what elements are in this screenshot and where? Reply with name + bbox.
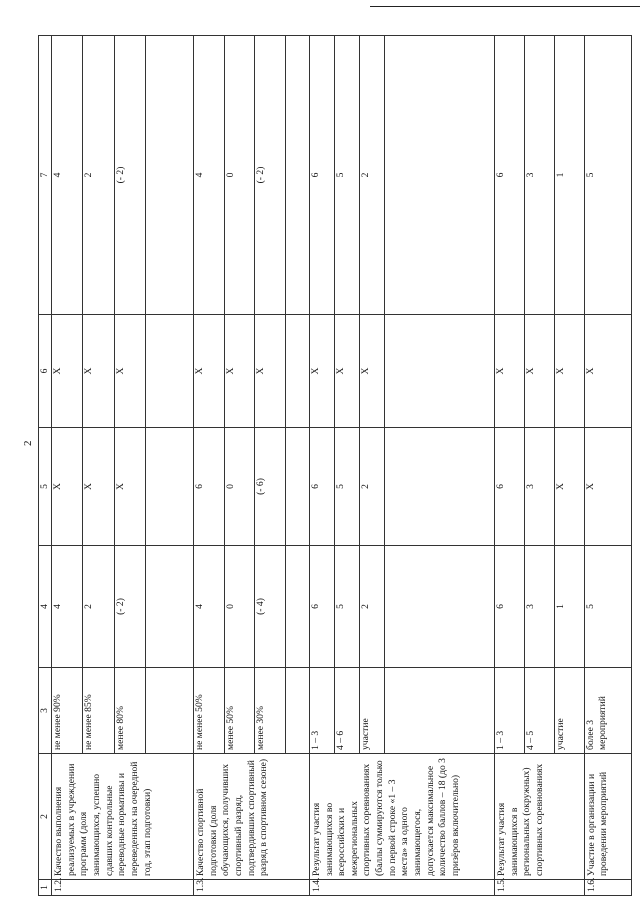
header-row — [39, 36, 52, 896]
corner-rule — [370, 6, 640, 7]
value-col7: 6 — [309, 36, 334, 315]
table-row — [52, 36, 83, 896]
value-col6: X — [309, 315, 334, 428]
value-col6: X — [334, 315, 359, 428]
criterion: менее 80% — [114, 668, 145, 754]
header-cell: 4 — [39, 546, 52, 668]
value-col7: 4 — [194, 36, 225, 315]
value-col4: 5 — [334, 546, 359, 668]
row-number: 1.6. — [584, 880, 631, 896]
value-col6: X — [83, 315, 114, 428]
value-col5: 3 — [524, 428, 554, 546]
value-col7: 0 — [224, 36, 255, 315]
value-col7: 4 — [52, 36, 83, 315]
page-number: 2 — [22, 440, 34, 446]
value-col6: X — [114, 315, 145, 428]
table-row — [309, 36, 334, 896]
header-cell: 2 — [39, 754, 52, 880]
value-col4: 0 — [224, 546, 255, 668]
value-col6: X — [359, 315, 384, 428]
value-col7: 5 — [584, 36, 631, 315]
value-col6: X — [255, 315, 286, 428]
value-col4: 6 — [494, 546, 524, 668]
value-col7: 1 — [554, 36, 584, 315]
indicator-text: Результат участия занимающихся во всероссийских и межрегиональных спортивных соревнованиях (баллы суммируются только по первой строке «1 – 3 места» за одного занимающегося, допускается максимальное количество баллов – 18 (до 3 призёров включительно) — [309, 754, 494, 880]
indicator-text: Результат участия занимающихся в региональных (окружных) спортивных соревнованиях — [494, 754, 584, 880]
indicator-text: Участие в организации и проведении мероприятий — [584, 754, 631, 880]
evaluation-table — [38, 35, 632, 896]
value-col7: (- 2) — [255, 36, 286, 315]
value-col6: X — [494, 315, 524, 428]
value-col6: X — [554, 315, 584, 428]
criterion: участие — [554, 668, 584, 754]
value-col4: 2 — [359, 546, 384, 668]
header-cell: 6 — [39, 315, 52, 428]
row-number: 1.2. — [52, 880, 194, 896]
value-col5: X — [584, 428, 631, 546]
header-cell: 7 — [39, 36, 52, 315]
criterion: 1 – 3 — [309, 668, 334, 754]
value-col5: 2 — [359, 428, 384, 546]
criterion: менее 30% — [255, 668, 286, 754]
value-col6: X — [52, 315, 83, 428]
criterion: 4 – 5 — [524, 668, 554, 754]
value-col6: X — [194, 315, 225, 428]
criterion: 4 – 6 — [334, 668, 359, 754]
indicator-text: Качество спортивной подготовки (доля обучающихся, получивших спортивный разряд, подтвердивших спортивный разряд в спортивном сезоне) — [194, 754, 310, 880]
table-row — [494, 36, 524, 896]
value-col4: 1 — [554, 546, 584, 668]
row-number: 1.3. — [194, 880, 310, 896]
rotated-table-page — [38, 36, 632, 896]
value-col5: X — [83, 428, 114, 546]
value-col5: 6 — [494, 428, 524, 546]
value-col7: 2 — [83, 36, 114, 315]
criterion: не менее 85% — [83, 668, 114, 754]
value-col7: 2 — [359, 36, 384, 315]
criterion: более 3 мероприятий — [584, 668, 631, 754]
table-row — [194, 36, 225, 896]
row-number: 1.5. — [494, 880, 584, 896]
value-col7: (- 2) — [114, 36, 145, 315]
value-col5: 5 — [334, 428, 359, 546]
criterion: не менее 50% — [194, 668, 225, 754]
criterion: участие — [359, 668, 384, 754]
value-col5: (- 6) — [255, 428, 286, 546]
value-col4: 4 — [194, 546, 225, 668]
value-col4: 5 — [584, 546, 631, 668]
value-col7: 5 — [334, 36, 359, 315]
header-cell: 1 — [39, 880, 52, 896]
criterion: не менее 90% — [52, 668, 83, 754]
row-number: 1.4. — [309, 880, 494, 896]
value-col6: X — [524, 315, 554, 428]
value-col5: 6 — [194, 428, 225, 546]
value-col4: (- 2) — [114, 546, 145, 668]
value-col4: 6 — [309, 546, 334, 668]
criterion: менее 50% — [224, 668, 255, 754]
value-col4: 4 — [52, 546, 83, 668]
value-col5: X — [52, 428, 83, 546]
value-col7: 3 — [524, 36, 554, 315]
value-col5: 6 — [309, 428, 334, 546]
value-col4: 2 — [83, 546, 114, 668]
value-col6: X — [584, 315, 631, 428]
table-row — [584, 36, 631, 896]
value-col7: 6 — [494, 36, 524, 315]
value-col5: X — [114, 428, 145, 546]
value-col4: 3 — [524, 546, 554, 668]
value-col4: (- 4) — [255, 546, 286, 668]
value-col5: X — [554, 428, 584, 546]
header-cell: 5 — [39, 428, 52, 546]
value-col5: 0 — [224, 428, 255, 546]
value-col6: X — [224, 315, 255, 428]
header-cell: 3 — [39, 668, 52, 754]
indicator-text: Качество выполнения реализуемых в учреждении программ (доля занимающихся, успешно сдавших контрольные переводные нормативы и переведенных на очередной год, этап подготовки) — [52, 754, 194, 880]
criterion: 1 – 3 — [494, 668, 524, 754]
